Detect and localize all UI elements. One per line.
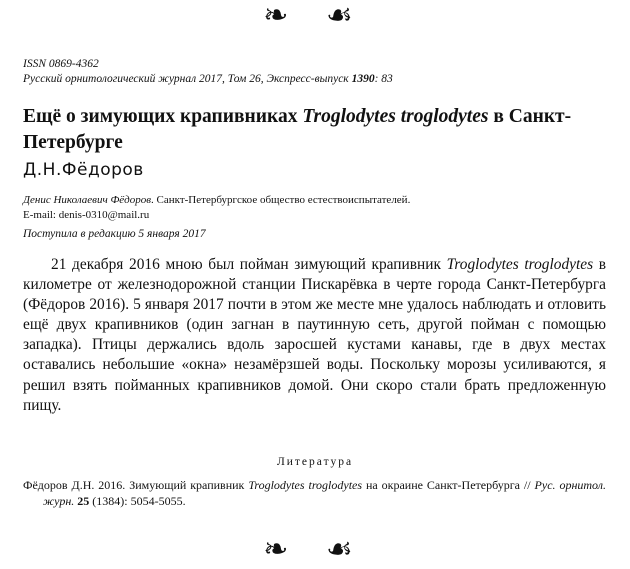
body-part2: в километре от железнодорожной станции Пискарёвка в черте города Санкт-Петербурга (Фёдоров 2016). 5 января 2017 почти в этом же месте мне удалось наблюдать и отловить ещё двух крапивников (один загнан в паутинную сеть, другой пойман с помощью западка). Птицы держались вдоль заросшей кустами канавы, где в двух местах оставались небольшие «окна» незамёрзшей воды. Поскольку морозы усиливаются, я решил взять пойманных крапивников домой. Они скоро стали брать предложенную пищу. (23, 256, 607, 414)
author-affiliation (23, 193, 410, 223)
journal-suffix: : 83 (374, 73, 393, 85)
article-body (23, 255, 606, 416)
references-heading: Литература (276, 456, 354, 468)
title-species: Troglodytes troglodytes (302, 106, 489, 127)
body-species: Troglodytes troglodytes (446, 256, 594, 273)
journal-prefix: Русский орнитологический журнал 2017, Том 26, Экспресс-выпуск (23, 73, 352, 85)
body-part1: 21 декабря 2016 мною был пойман зимующий крапивник (51, 256, 447, 273)
affiliation-org: . Санкт-Петербургское общество естествоиспытателей. (151, 194, 411, 206)
article-title (23, 104, 613, 156)
author-name: Д.Н.Фёдоров (23, 160, 144, 180)
journal-citation (23, 72, 393, 87)
top-ornament-icon: ❧ ☙ (263, 0, 367, 33)
ref-part2: на окраине Санкт-Петербурга // (362, 478, 535, 492)
ref-part1: Фёдоров Д.Н. 2016. Зимующий крапивник (23, 478, 249, 492)
issue-number: 1390 (351, 73, 375, 85)
author-email: E-mail: denis-0310@mail.ru (23, 209, 150, 221)
affiliation-name: Денис Николаевич Фёдоров (23, 194, 152, 206)
issn-line: ISSN 0869-4362 (23, 58, 99, 70)
ref-species: Troglodytes troglodytes (248, 478, 363, 492)
ref-journal: Рус. орнитол. журн. (43, 478, 606, 508)
ref-part3: (1384): 5054-5055. (89, 494, 186, 508)
received-date: Поступила в редакцию 5 января 2017 (23, 228, 206, 240)
affiliation-line (23, 193, 410, 208)
reference-item (23, 477, 606, 509)
bottom-ornament-icon: ❧ ☙ (263, 532, 367, 567)
ref-volume: 25 (77, 494, 90, 508)
title-part1: Ещё о зимующих крапивниках (23, 106, 303, 127)
title-part2: в Санкт-Петербурге (23, 106, 572, 153)
